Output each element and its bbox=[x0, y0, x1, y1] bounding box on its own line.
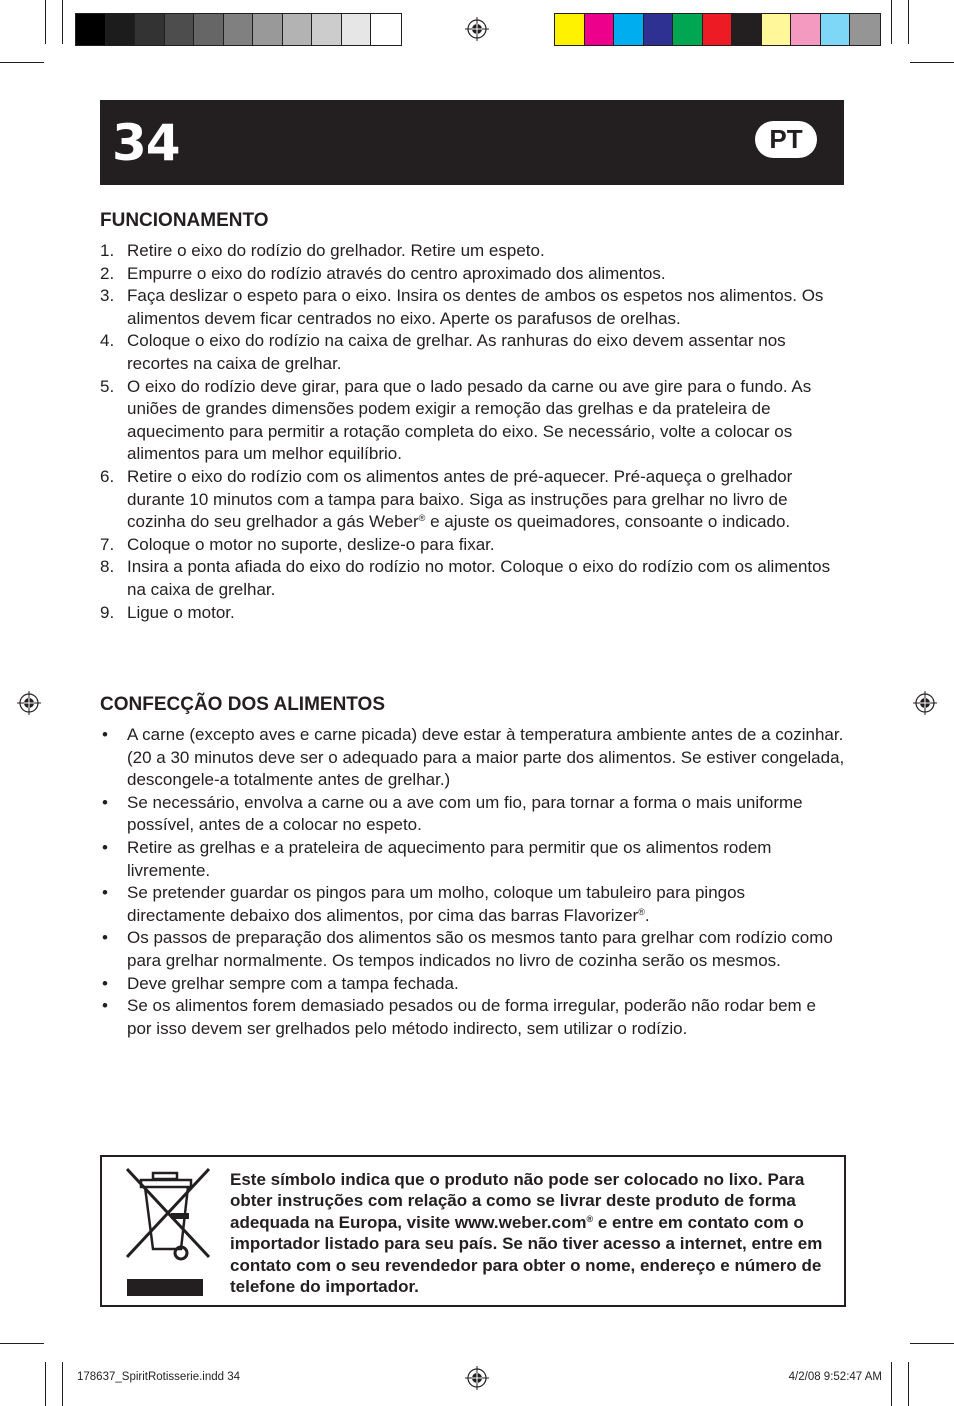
crop-mark bbox=[0, 1343, 44, 1344]
tip-text: Se os alimentos forem demasiado pesados ou de forma irregular, poderão não rodar bem e por isso devem ser grelhados pelo método indirecto, sem utilizar o rodízio. bbox=[127, 996, 816, 1038]
crop-mark bbox=[62, 0, 63, 44]
step-text: Retire o eixo do rodízio com os alimentos antes de pré-aquecer. Pré-aqueça o grelhador durante 10 minutos com a tampa para baixo. Siga as instruções para grelhar no livro de cozinha do seu grelhador a gás Weber® e ajuste os queimadores, consoante o indicado. bbox=[127, 466, 793, 532]
color-swatch bbox=[614, 14, 644, 45]
color-swatch bbox=[850, 14, 880, 45]
page-header-bar bbox=[100, 100, 844, 185]
color-swatch bbox=[342, 14, 372, 45]
step-text: Coloque o motor no suporte, deslize-o para fixar. bbox=[127, 534, 495, 554]
step-item bbox=[100, 330, 845, 375]
color-swatch bbox=[732, 14, 762, 45]
color-swatch bbox=[371, 14, 401, 45]
bullet-icon: • bbox=[102, 792, 108, 812]
crop-mark bbox=[908, 0, 909, 44]
step-number: 5. bbox=[100, 376, 115, 396]
color-swatch bbox=[791, 14, 821, 45]
crop-mark bbox=[891, 0, 892, 44]
step-item bbox=[100, 466, 845, 534]
bullet-tips-list bbox=[100, 724, 845, 1040]
color-swatch bbox=[283, 14, 313, 45]
color-swatch bbox=[762, 14, 792, 45]
registration-mark-icon bbox=[17, 691, 41, 715]
page-number: 34 bbox=[112, 114, 180, 172]
tip-text: Deve grelhar sempre com a tampa fechada. bbox=[127, 973, 459, 993]
step-number: 1. bbox=[100, 241, 115, 260]
registration-mark-icon bbox=[465, 1366, 489, 1390]
crop-mark bbox=[910, 62, 954, 63]
step-item bbox=[100, 534, 845, 557]
crop-mark bbox=[62, 1362, 63, 1406]
crop-mark bbox=[908, 1362, 909, 1406]
tip-text: A carne (excepto aves e carne picada) deve estar à temperatura ambiente antes de a cozinhar. (20 a 30 minutos deve ser o adequado para a maior parte dos alimentos. Se estiver congelada, descongele-a totalmente antes de grelhar.) bbox=[127, 725, 845, 790]
step-item bbox=[100, 602, 845, 625]
step-number: 8. bbox=[100, 557, 115, 577]
registration-mark-icon bbox=[465, 17, 489, 41]
step-text: Faça deslizar o espeto para o eixo. Insira os dentes de ambos os espetos nos alimentos. Os alimentos devem ficar centrados no eixo. Aperte os parafusos de orelhas. bbox=[127, 286, 824, 328]
tip-text: Os passos de preparação dos alimentos são os mesmos tanto para grelhar com rodízio como para grelhar normalmente. Os tempos indicados no livro de cozinha serão os mesmos. bbox=[127, 928, 833, 970]
tip-item bbox=[100, 995, 845, 1040]
step-item bbox=[100, 556, 845, 601]
color-swatch bbox=[135, 14, 165, 45]
crossed-out-wheelie-bin-icon bbox=[123, 1165, 213, 1277]
bullet-icon: • bbox=[102, 996, 108, 1016]
tip-item bbox=[100, 837, 845, 882]
tip-text: Retire as grelhas e a prateleira de aquecimento para permitir que os alimentos rodem livremente. bbox=[127, 837, 772, 880]
crop-mark bbox=[0, 62, 44, 63]
step-item bbox=[100, 376, 845, 466]
color-swatch bbox=[312, 14, 342, 45]
color-swatch bbox=[555, 14, 585, 45]
bullet-icon: • bbox=[102, 928, 108, 948]
numbered-steps-list bbox=[100, 240, 845, 624]
color-swatch bbox=[194, 14, 224, 45]
footer-timestamp: 4/2/08 9:52:47 AM bbox=[788, 1371, 882, 1383]
bullet-icon: • bbox=[102, 725, 108, 744]
tip-item bbox=[100, 792, 845, 837]
step-number: 9. bbox=[100, 602, 115, 622]
step-text: Empurre o eixo do rodízio através do centro aproximado dos alimentos. bbox=[127, 263, 666, 283]
bin-underline-bar bbox=[127, 1279, 203, 1296]
crop-mark bbox=[891, 1362, 892, 1406]
tip-item bbox=[100, 724, 845, 792]
crop-mark bbox=[45, 1362, 46, 1406]
step-item bbox=[100, 240, 845, 263]
crop-mark bbox=[910, 1343, 954, 1344]
step-number: 4. bbox=[100, 331, 115, 351]
grayscale-color-bar bbox=[75, 13, 402, 46]
tip-text: Se necessário, envolva a carne ou a ave com um fio, para tornar a forma o mais uniforme possível, antes de a colocar no espeto. bbox=[127, 792, 803, 835]
step-item bbox=[100, 263, 845, 286]
section-title-funcionamento: FUNCIONAMENTO bbox=[100, 210, 269, 231]
tip-item bbox=[100, 882, 845, 927]
color-swatch bbox=[585, 14, 615, 45]
process-color-bar bbox=[554, 13, 881, 46]
color-swatch bbox=[224, 14, 254, 45]
section-title-confeccao: CONFECÇÃO DOS ALIMENTOS bbox=[100, 694, 386, 715]
disposal-notice-text: Este símbolo indica que o produto não pode ser colocado no lixo. Para obter instruções com relação a como se livrar deste produto de forma adequada na Europa, visite www.weber.com® e entre em contato com o importador listado para seu país. Se não tiver acesso a internet, entre em contato com o seu revendedor para obter o nome, endereço e número de telefone do importador. bbox=[230, 1170, 823, 1297]
bullet-icon: • bbox=[102, 883, 108, 903]
step-text: Coloque o eixo do rodízio na caixa de grelhar. As ranhuras do eixo devem assentar nos recortes na caixa de grelhar. bbox=[127, 331, 786, 373]
step-number: 6. bbox=[100, 466, 115, 486]
step-item bbox=[100, 285, 845, 330]
tip-text: Se pretender guardar os pingos para um molho, coloque um tabuleiro para pingos directamente debaixo dos alimentos, por cima das barras Flavorizer®. bbox=[127, 883, 746, 925]
color-swatch bbox=[76, 14, 106, 45]
step-text: Retire o eixo do rodízio do grelhador. Retire um espeto. bbox=[127, 241, 545, 260]
bullet-icon: • bbox=[102, 837, 108, 857]
step-number: 3. bbox=[100, 286, 115, 306]
color-swatch bbox=[644, 14, 674, 45]
step-text: Insira a ponta afiada do eixo do rodízio no motor. Coloque o eixo do rodízio com os alimentos na caixa de grelhar. bbox=[127, 557, 831, 599]
disposal-notice-box bbox=[100, 1155, 846, 1307]
crop-mark bbox=[45, 0, 46, 44]
tip-item bbox=[100, 927, 845, 972]
step-number: 7. bbox=[100, 534, 115, 554]
step-text: O eixo do rodízio deve girar, para que o lado pesado da carne ou ave gire para o fundo. As uniões de grandes dimensões podem exigir a remoção das grelhas e da prateleira de aquecimento para permitir a rotação completa do eixo. Se necessário, volte a colocar os alimentos para um melhor equilíbrio. bbox=[127, 376, 812, 464]
registration-mark-icon bbox=[913, 691, 937, 715]
color-swatch bbox=[703, 14, 733, 45]
footer-file-name: 178637_SpiritRotisserie.indd 34 bbox=[77, 1371, 241, 1383]
step-text: Ligue o motor. bbox=[127, 602, 235, 622]
step-number: 2. bbox=[100, 263, 115, 283]
bullet-icon: • bbox=[102, 973, 108, 993]
color-swatch bbox=[106, 14, 136, 45]
color-swatch bbox=[821, 14, 851, 45]
language-badge: PT bbox=[755, 121, 817, 158]
tip-item bbox=[100, 973, 845, 996]
color-swatch bbox=[165, 14, 195, 45]
color-swatch bbox=[673, 14, 703, 45]
color-swatch bbox=[253, 14, 283, 45]
